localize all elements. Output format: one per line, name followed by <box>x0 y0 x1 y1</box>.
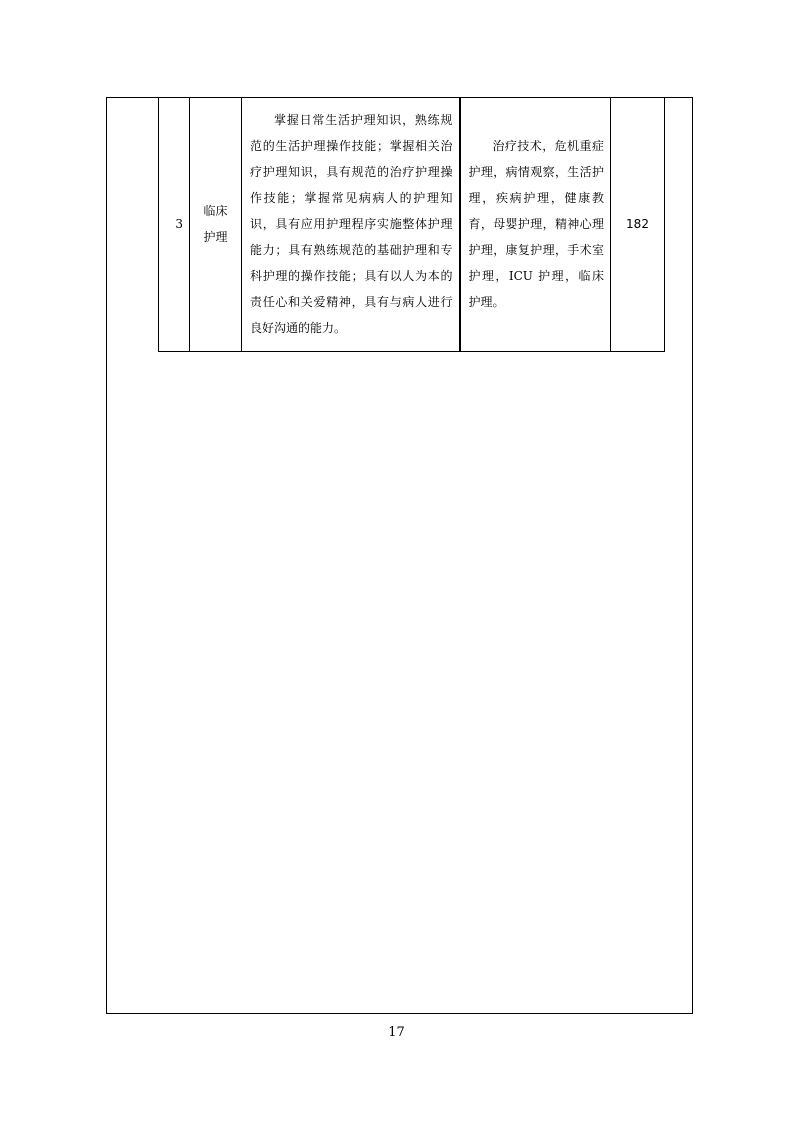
table-row <box>159 97 665 351</box>
course-hours: 182 <box>611 97 665 351</box>
course-objectives: 掌握日常生活护理知识，熟练规范的生活护理操作技能；掌握相关治疗护理知识，具有规范的治疗护理操作技能；掌握常见病病人的护理知识，具有应用护理程序实施整体护理能力；具有熟练规范的基础护理和专科护理的操作技能；具有以人为本的责任心和关爱精神，具有与病人进行良好沟通的能力。 <box>242 97 460 351</box>
course-content: 治疗技术，危机重症护理，病情观察，生活护理，疾病护理，健康教育，母婴护理，精神心理护理，康复护理，手术室护理，ICU 护理，临床护理。 <box>460 97 611 351</box>
row-number: 3 <box>159 97 190 351</box>
course-name <box>190 97 242 351</box>
page-number: 17 <box>388 1025 405 1040</box>
course-table <box>158 97 665 352</box>
course-name-line1: 临床 <box>203 203 228 218</box>
course-name-line2: 护理 <box>203 229 228 244</box>
